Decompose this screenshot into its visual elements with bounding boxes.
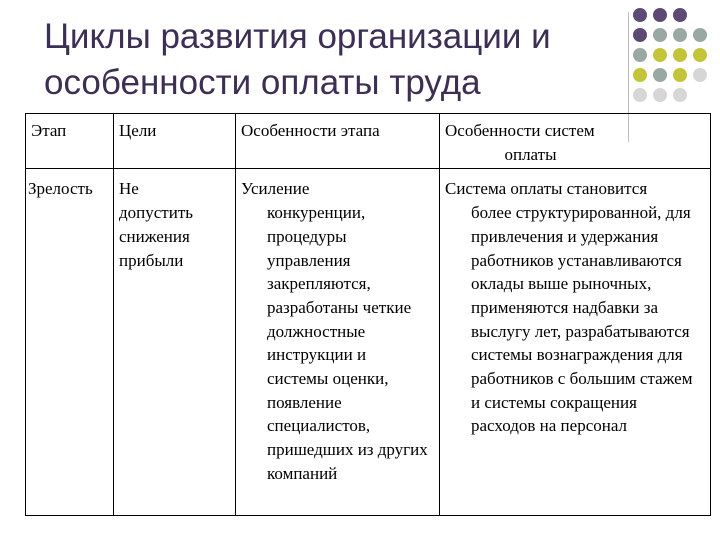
cell-stage-features-rest: конкуренции, процедуры управления закрепляются, разработаны четкие должностные инструкции и системы оценки, появление специалистов, пришедших из других компаний	[267, 203, 428, 483]
decorative-dot	[673, 68, 687, 82]
decorative-dot-grid	[633, 8, 719, 118]
cell-pay-features-first: Система оплаты становится	[445, 179, 648, 199]
decorative-dot	[633, 28, 647, 42]
decorative-dot	[673, 28, 687, 42]
cell-pay-features-rest: более структурированной, для привлечения и удержания работников устанавливаются оклады выше рыночных, применяются надбавки за выслугу лет, разрабатываются системы вознаграждения для работников с большим стажем и системы сокращения расходов на персонал	[471, 203, 693, 436]
header-stage-features: Особенности этапа	[236, 114, 440, 169]
decorative-dot	[673, 88, 687, 102]
decorative-dot	[673, 48, 687, 62]
decorative-dot	[693, 48, 707, 62]
pay-cycle-table	[25, 113, 711, 516]
decorative-dot	[693, 68, 707, 82]
decorative-dot	[633, 8, 647, 22]
cell-pay-features	[440, 169, 711, 516]
header-pay-features-line-2: оплаты	[504, 144, 557, 164]
decorative-dot	[633, 68, 647, 82]
decorative-dot	[633, 88, 647, 102]
cell-goals	[114, 169, 236, 516]
cell-goals-line-2: допустить	[119, 203, 194, 223]
decorative-dot	[653, 48, 667, 62]
decorative-dot	[693, 28, 707, 42]
decorative-dot	[653, 88, 667, 102]
decorative-dot	[653, 8, 667, 22]
cell-stage: Зрелость	[26, 169, 114, 516]
cell-stage-features	[236, 169, 440, 516]
header-stage: Этап	[26, 114, 114, 169]
table-row	[26, 169, 711, 516]
cell-goals-line-3: снижения	[119, 226, 190, 246]
header-pay-features	[440, 114, 711, 169]
decorative-dot	[653, 68, 667, 82]
cell-goals-line-1: Не	[119, 179, 139, 199]
slide-title-line-1: Циклы развития организации и	[44, 17, 551, 56]
cell-stage-features-first: Усиление	[241, 179, 310, 199]
cell-goals-line-4: прибыли	[119, 250, 184, 270]
table-header-row	[26, 114, 711, 169]
header-goals: Цели	[114, 114, 236, 169]
decorative-dot	[673, 8, 687, 22]
decorative-dot	[633, 48, 647, 62]
slide-title-line-2: особенности оплаты труда	[44, 63, 481, 102]
slide-title	[44, 14, 624, 106]
header-pay-features-line-1: Особенности систем	[445, 121, 595, 140]
decorative-dot	[653, 28, 667, 42]
